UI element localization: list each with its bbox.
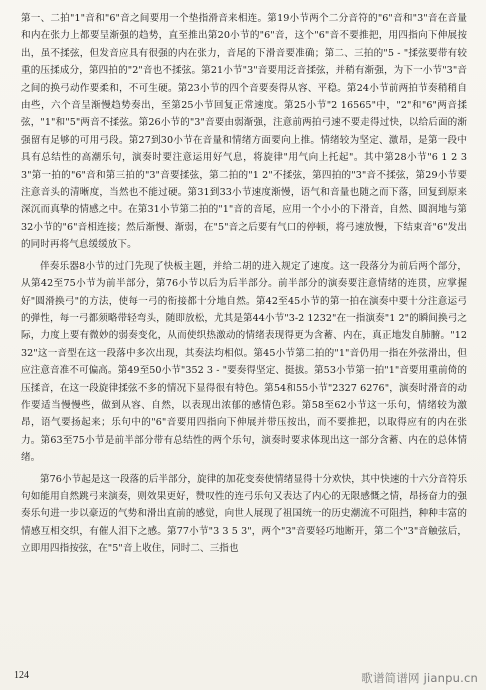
text-body xyxy=(21,10,467,558)
site-watermark: 歌谱简谱网 jianpu.cn xyxy=(361,671,478,685)
page-number: 124 xyxy=(14,670,29,681)
paragraph-1: 第一、二拍"1"音和"6"音之间要用一个垫指滑音来相连。第19小节两个二分音符的"6"音和"3"音在音量和内在张力上都要呈渐强的趋势，直至推出第20小节的"6"音，这个"6"音不要推把，用四指向下伸展按出，虽不揉弦，但发音应具有很强的内在张力，音尾的下滑音要准确；第二、三拍的"5 - "揉弦要带有较重的压揉成分，第四拍的"2"音也不揉弦。第21小节"3"音要用泛音揉弦，并稍有渐强，为下一小节"3"音之间的换弓动作要柔和，不可生硬。第23小节的四个音要奏得从容、平稳。第24小节前两拍节奏稍稍自由些，六个音呈渐慢趋势奏出，至第25小节回复正常速度。第25小节"2 16565"中，"2"和"6"两音揉弦，"1"和"5"两音不揉弦。第26小节的"3"音要由弱渐强，注意前两拍弓速不要走得过快，以给后面的渐强留有足够的可用弓段。第27到30小节在音量和情绪方面要向上推。情绪较为坚定、激昂，是第一段中具有总结性的高潮乐句，演奏时要注意运用好气息，将旋律"用气向上托起"。其中第28小节"6 1 2 3 3"第一拍的"6"音和第三拍的"3"音要揉弦，第二拍的"1 2"不揉弦，第四拍的"3"音不揉弦，第29小节要注意音头的清晰度，当然也不能过硬。第31到33小节速度渐慢，语气和音量也随之而下落，回复到原来深沉而真挚的情感之中。在第31小节第二拍的"1"音的音尾，应用一个小小的下滑音，自然、圆润地与第32小节的"6"音相连接；然后渐慢、渐弱，在"5"音之后要有气口的停顿，将弓速放慢，下结束音"6"发出的同时再将气息缓缓放下。 xyxy=(21,13,467,251)
paragraph-3: 第76小节起是这一段落的后半部分，旋律的加花变奏使情绪显得十分欢快，其中快速的十六分音符乐句如能用自然跳弓来演奏，则效果更好，赞叹性的连弓乐句又表达了内心的无限感慨之情，昂扬奋力的强奏乐句进一步以豪迈的气势和滑出直前的感觉，向世人展现了祖国统一的历史潮流不可阻挡，种种丰富的情感互相交织，有催人泪下之感。第77小节"3 3 5 3"，两个"3"音要轻巧地断开，第二个"3"音触弦后，立即用四指按弦，在"5"音上收住，同时二、三指也 xyxy=(21,473,467,555)
paragraph-2: 伴奏乐器8小节的过门先现了快板主题，并给二胡的进入规定了速度。这一段落分为前后两个部分，从第42至75小节为前半部分，第76小节以后为后半部分。前半部分的演奏要注意情绪的连贯，应掌握好"圆滑换弓"的方法，使每一弓的衔接都十分地自然。第42至45小节的第一拍在演奏中要十分注意运弓的弹性，每一弓都须略带轻弯头，随即放松，尤其是第44小节"3-2 1232"在一指演奏"1 2"的瞬间换弓之际，力度上要有微妙的弱奏变化，从而使织热激动的情绪表现得更为含蓄、内在，真正地发自肺腑。"1232"这一音型在这一段落中多次出现，其奏法均相似。第45小节第二拍的"1"音仍用一指在外弦滑出，但应注意音准不可偏高。第49至50小节"352 3 - "要奏得坚定、挺拔。第53小节第一拍"1"音要用重前倚的压揉音，在这一段旋律揉弦不多的情况下显得很有特色。第54和55小节"2327 6276"，演奏时滑音的动作要适当慢慢些，做到从容、自然，以表现出浓郁的感情色彩。第58至62小节这一乐句，情绪较为激昂，语气要扬起来；乐句中的"6"音要用四指向下伸展并带压按出，而不要推把，以取得应有的内在张力。第63至75小节是前半部分带有总结性的两个乐句，演奏时要求体现出这一部分含蓄、内在的总体情绪。 xyxy=(21,260,467,464)
